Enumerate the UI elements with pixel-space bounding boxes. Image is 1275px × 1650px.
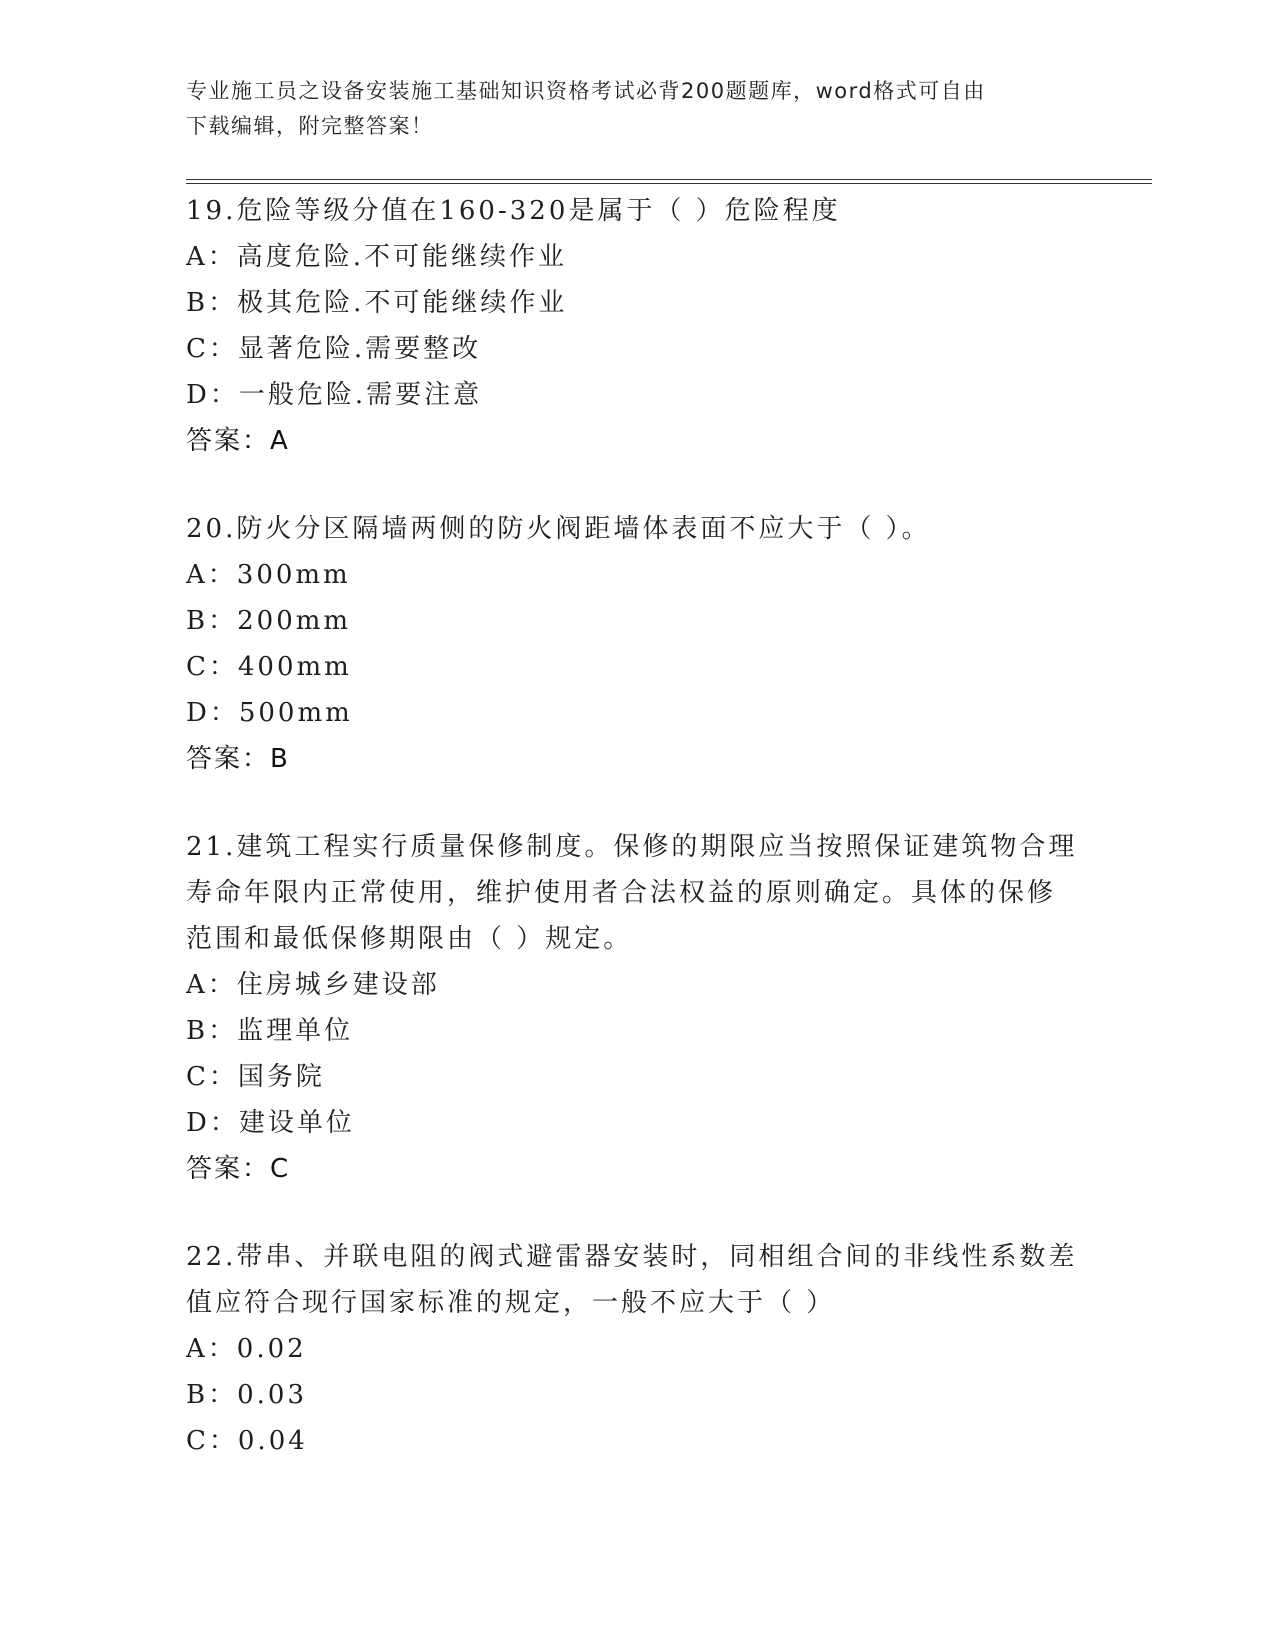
option-d: D：建设单位 [186,1108,355,1138]
option-a: A：300mm [186,560,351,590]
stem-line: 19.危险等级分值在160-320是属于（ ）危险程度 [186,196,841,226]
spacer [186,1192,1086,1234]
question-stem [186,1234,1086,1326]
option-a: A：高度危险.不可能继续作业 [186,242,568,272]
answer-label: 答案：B [186,744,290,774]
option-a: A：住房城乡建设部 [186,970,440,1000]
spacer [186,782,1086,824]
option-b: B：极其危险.不可能继续作业 [186,288,568,318]
option-c: C：0.04 [186,1426,308,1456]
document-header [186,74,1066,144]
option-d: D：500mm [186,698,353,728]
answer-label: 答案：C [186,1154,291,1184]
stem-line: 值应符合现行国家标准的规定，一般不应大于（ ） [186,1288,836,1318]
option-b: B：0.03 [186,1380,307,1410]
question-stem [186,188,1086,234]
header-divider [186,183,1152,184]
stem-line: 22.带串、并联电阻的阀式避雷器安装时，同相组合间的非线性系数差 [186,1242,1078,1272]
question-stem [186,506,1086,552]
header-divider [186,179,1152,180]
option-c: C：显著危险.需要整改 [186,334,482,364]
option-c: C：400mm [186,652,352,682]
option-b: B：200mm [186,606,352,636]
stem-line: 20.防火分区隔墙两侧的防火阀距墙体表面不应大于（ ）。 [186,514,931,544]
spacer [186,464,1086,506]
option-b: B：监理单位 [186,1016,354,1046]
question-20 [186,506,1086,782]
stem-line: 寿命年限内正常使用，维护使用者合法权益的原则确定。具体的保修 [186,878,1057,908]
option-d: D：一般危险.需要注意 [186,380,483,410]
option-a: A：0.02 [186,1334,307,1364]
question-19 [186,188,1086,464]
stem-line: 范围和最低保修期限由（ ）规定。 [186,924,633,954]
question-stem [186,824,1086,962]
header-line: 专业施工员之设备安装施工基础知识资格考试必背200题题库，word格式可自由 [186,79,986,103]
answer-label: 答案：A [186,426,290,456]
header-line: 下载编辑，附完整答案！ [186,114,434,138]
question-21 [186,824,1086,1192]
option-c: C：国务院 [186,1062,325,1092]
question-22 [186,1234,1086,1464]
question-list [186,188,1086,1464]
stem-line: 21.建筑工程实行质量保修制度。保修的期限应当按照保证建筑物合理 [186,832,1078,862]
